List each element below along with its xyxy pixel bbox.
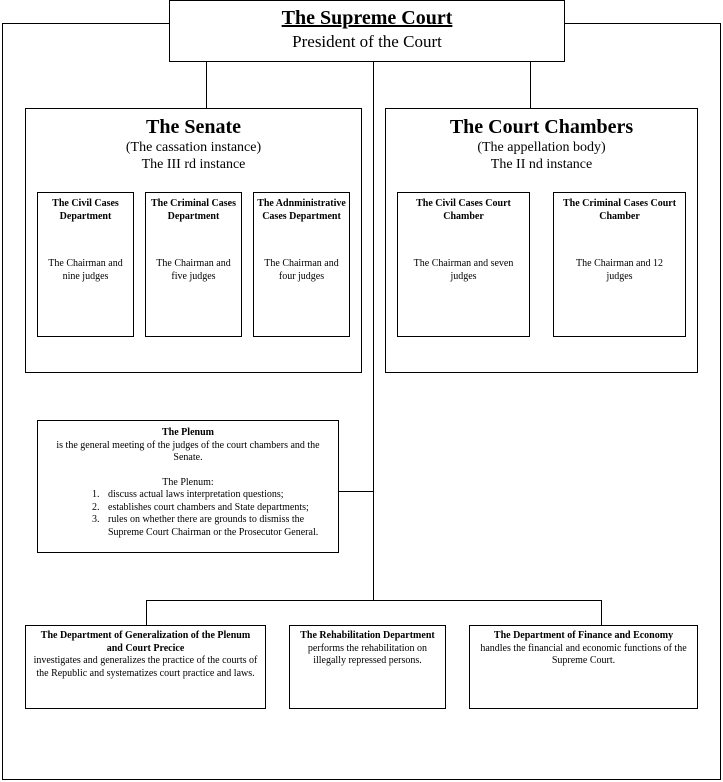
connector-to-chambers xyxy=(530,61,531,108)
administrative-cases-department xyxy=(253,192,350,337)
court-chambers-title: The Court Chambers xyxy=(449,116,634,138)
plenum-description: is the general meeting of the judges of the court chambers and the Senate. xyxy=(56,439,320,463)
chamber-members: The Chairman and 12 judges xyxy=(576,258,663,282)
senate-instance-level: The III rd instance xyxy=(141,157,246,172)
chambers-instance-type: (The appellation body) xyxy=(477,140,606,155)
chambers-instance-level: The II nd instance xyxy=(490,157,593,172)
department-members: The Chairman and five judges xyxy=(156,258,231,282)
plenum-list-title: The Plenum: xyxy=(162,476,214,488)
department-members: The Chairman and nine judges xyxy=(48,258,123,282)
generalization-department-title: The Department of Generalization of the Plenum and Court Precice xyxy=(40,630,251,654)
chamber-title: The Criminal Cases Court Chamber xyxy=(562,198,677,222)
department-title: The Adnministrative Cases Department xyxy=(257,198,346,222)
rehabilitation-department-desc: performs the rehabilitation on illegally repressed persons. xyxy=(307,642,428,666)
department-members: The Chairman and four judges xyxy=(264,258,339,282)
criminal-cases-department xyxy=(145,192,242,337)
chamber-title: The Civil Cases Court Chamber xyxy=(416,198,511,222)
department-title: The Civil Cases Department xyxy=(52,198,119,222)
civil-cases-court-chamber xyxy=(397,192,530,337)
list-item: 2. establishes court chambers and State departments; xyxy=(102,502,332,515)
finance-department-title: The Department of Finance and Economy xyxy=(493,630,674,641)
list-item: 1. discuss actual laws interpretation questions; xyxy=(102,489,332,502)
president-label: President of the Court xyxy=(292,32,442,51)
connector-main-trunk xyxy=(373,61,374,600)
department-title: The Criminal Cases Department xyxy=(151,198,236,222)
connector-to-finance xyxy=(601,600,602,625)
senate-box xyxy=(25,108,362,373)
connector-to-generalization xyxy=(146,600,147,625)
criminal-cases-court-chamber xyxy=(553,192,686,337)
finance-department-desc: handles the financial and economic functions of the Supreme Court. xyxy=(480,642,687,666)
generalization-department-desc: investigates and generalizes the practice of the courts of the Republic and systematizes court practice and laws. xyxy=(33,655,258,679)
plenum-functions-list xyxy=(44,489,332,539)
connector-to-plenum xyxy=(338,491,373,492)
chamber-members: The Chairman and seven judges xyxy=(413,258,514,282)
rehabilitation-department-title: The Rehabilitation Department xyxy=(300,630,435,641)
connector-to-senate xyxy=(206,61,207,108)
civil-cases-department xyxy=(37,192,134,337)
rehabilitation-department-box xyxy=(289,625,446,709)
generalization-department-box xyxy=(25,625,266,709)
supreme-court-box xyxy=(169,0,565,62)
court-chambers-box xyxy=(385,108,698,373)
senate-instance-type: (The cassation instance) xyxy=(125,140,262,155)
connector-bottom-horizontal xyxy=(146,600,602,601)
plenum-title: The Plenum xyxy=(162,427,214,438)
senate-title: The Senate xyxy=(146,116,241,138)
plenum-box xyxy=(37,420,339,553)
list-item: 3. rules on whether there are grounds to dismiss the Supreme Court Chairman or the Prosecutor General. xyxy=(102,514,332,539)
finance-department-box xyxy=(469,625,698,709)
supreme-court-title: The Supreme Court xyxy=(281,7,453,29)
